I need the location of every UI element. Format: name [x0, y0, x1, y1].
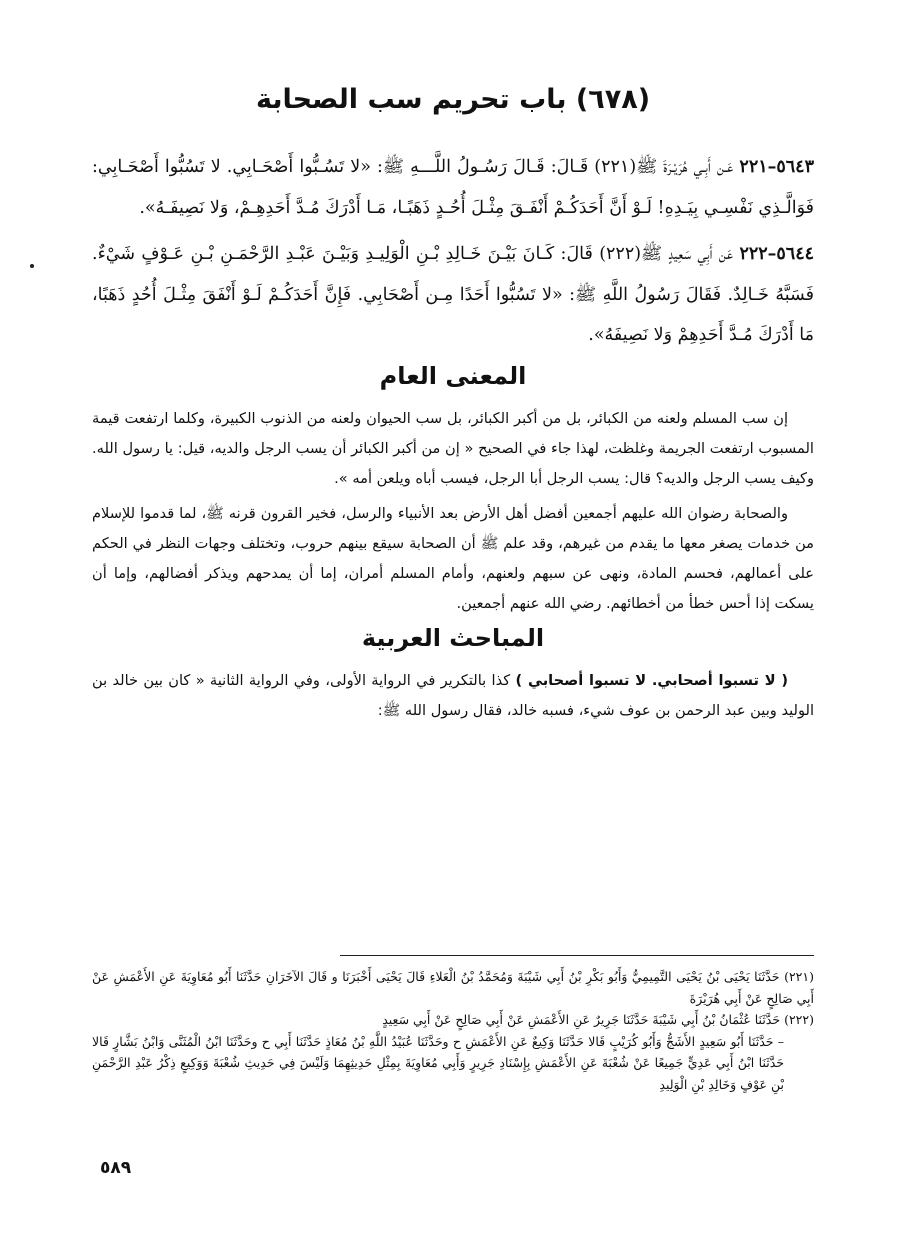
arabic-studies-heading: المباحث العربية: [361, 624, 545, 653]
general-meaning-heading: المعنى العام: [379, 361, 527, 390]
footnotes: [92, 966, 814, 1095]
hadith-5643: [92, 147, 814, 228]
scan-speck: [30, 264, 34, 268]
hadith-text: عَـن أَبِـي هُرَيْـرَةَ ﷺ(٢٢١) قَـالَ: قَـالَ رَسُـولُ اللَّـــهِ ﷺ: «لا تَسُـبُّوا أَصْحَـابِي. لا تَسُبُّوا أَصْحَـابِي: فَوَالَّـذِي نَفْسِـي بِيَـدِهِ! لَـوْ أَنَّ أَحَدَكُـمْ أَنْفَـقَ مِثْـلَ أُحُـدٍ ذَهَبًـا، مَـا أَدْرَكَ مُـدَّ أَحَدِهِـمْ، وَلا نَصِيفَـهُ».: [92, 157, 814, 218]
footnote-221: (٢٢١) حَدَّثَنَا يَحْيَى بْنُ يَحْيَى التَّمِيمِيُّ وَأَبُو بَكْرِ بْنُ أَبِي شَيْبَةَ وَمُحَمَّدُ بْنُ الْعَلاءِ قَالَ يَحْيَى أَخْبَرَنَا و قَالَ الآخَرَانِ حَدَّثَنَا أَبُو مُعَاوِيَةَ عَنِ الأَعْمَشِ عَنْ أَبِي صَالِحٍ عَنْ أَبِي هُرَيْرَةَ: [92, 969, 814, 1006]
general-meaning-paragraph: إن سب المسلم ولعنه من الكبائر، بل من أكبر الكبائر، بل سب الحيوان ولعنه من الذنوب الكبيرة، وكلما ارتفعت قيمة المسبوب ارتفعت الجريمة وغلظت، لهذا جاء في الصحيح « إن من أكبر الكبائر أن يسب الرجل والديه، قيل: يا رسول الله. وكيف يسب الرجل والديه؟ قال: يسب الرجل أبا الرجل، فيسب أباه ويلعن أمه ».: [92, 409, 814, 487]
hadith-text: عَن أَبِي سَعِيدٍ ﷺ(٢٢٢) قَالَ: كَـانَ بَيْـنَ خَـالِدِ بْـنِ الْوَلِيـدِ وَبَيْـنَ عَبْـدِ الرَّحْمَـنِ بْـنِ عَـوْفٍ شَيْءٌ. فَسَبَّهُ خَـالِدٌ. فَقَالَ رَسُولُ اللَّهِ ﷺ: «لا تَسُبُّوا أَحَدًا مِـن أَصْحَابِي. فَإِنَّ أَحَدَكُـمْ لَـوْ أَنْفَقَ مِثْـلَ أُحُدٍ ذَهَبًا، مَا أَدْرَكَ مُـدَّ أَحَدِهِمْ وَلا نَصِيفَهُ».: [92, 244, 814, 346]
footnote-222-continued: – حَدَّثَنَا أَبُو سَعِيدٍ الأَشَجُّ وَأَبُو كُرَيْبٍ قَالا حَدَّثَنَا وَكِيعٌ عَنِ الأَعْمَشِ ح وحَدَّثَنَا عُبَيْدُ اللَّهِ بْنُ مُعَاذٍ حَدَّثَنَا أَبِي ح وحَدَّثَنَا ابْنُ الْمُثَنَّى وَابْنُ بَشَّارٍ قَالا حَدَّثَنَا ابْنُ أَبِي عَدِيٍّ جَمِيعًا عَنْ شُعْبَةَ عَنِ الأَعْمَشِ بِإِسْنَادِ جَرِيرٍ وَأَبِي مُعَاوِيَةَ بِمِثْلِ حَدِيثِهِمَا وَلَيْسَ فِي حَدِيثِ شُعْبَةَ وَوَكِيعٍ ذِكْرُ عَبْدِ الرَّحْمَنِ بْنِ عَوْفٍ وَخَالِدِ بْنِ الْوَلِيدِ: [92, 1033, 784, 1092]
book-page: [92, 78, 814, 732]
hadith-5644: [92, 234, 814, 356]
hadith-number: ٥٦٤٤–٢٢٢: [739, 244, 814, 265]
general-meaning-paragraph: والصحابة رضوان الله عليهم أجمعين أفضل أهل الأرض بعد الأنبياء والرسل، فخير القرون قرنه ﷺ، لما قدموا للإسلام من خدمات يصغر معها ما يقدم من غيرهم، وقد علم ﷺ أن الصحابة سيقع بينهم حروب، وتختلف وجهات النظر في الحكم على أعمالهم، فحسم المادة، ونهى عن سبهم ولعنهم، وأمام المسلم أمران، إما أن يمدحهم ويذكر أفضالهم، وإما أن يسكت إذا أحس خطأ من أخطائهم. رضي الله عنهم أجمعين.: [92, 505, 814, 612]
arabic-studies-paragraph: [92, 666, 814, 726]
footnote-222: (٢٢٢) حَدَّثَنَا عُثْمَانُ بْنُ أَبِي شَيْبَةَ حَدَّثَنَا جَرِيرٌ عَنِ الأَعْمَشِ عَنْ أَبِي صَالِحٍ عَنْ أَبِي سَعِيدٍ: [382, 1012, 814, 1027]
chapter-title: (٦٧٨) باب تحريم سب الصحابة: [255, 84, 651, 115]
quoted-phrase: ( لا تسبوا أصحابي. لا تسبوا أصحابي ): [515, 672, 789, 690]
page-number: ٥٨٩: [100, 1158, 132, 1178]
arabic-studies-text: كذا بالتكرير في الرواية الأولى، وفي الرواية الثانية « كان بين خالد بن الوليد وبين عبد الرحمن بن عوف شيء، فسبه خالد، فقال رسول الله ﷺ:: [92, 672, 814, 720]
footnote-divider: [340, 955, 814, 956]
hadith-number: ٥٦٤٣–٢٢١: [739, 157, 814, 177]
